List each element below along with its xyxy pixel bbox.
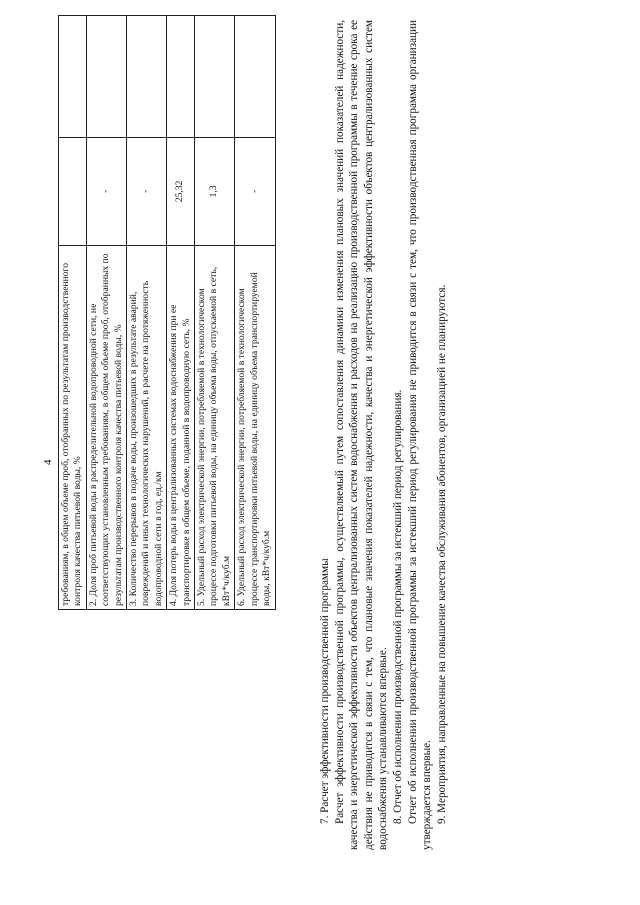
table-cell-value: 1,3 — [195, 137, 235, 245]
table-cell-extra — [86, 16, 126, 138]
table-cell-extra — [127, 16, 167, 138]
table-cell-extra — [235, 16, 275, 138]
section-heading-efficiency: 7. Расчет эффективности производственной программы — [319, 558, 331, 824]
table-row — [86, 16, 126, 610]
table-cell-value — [59, 137, 87, 245]
table-cell-name: требованиям, в общем объеме проб, отобранных по результатам производственного контроля качества питьевой воды, % — [59, 245, 87, 609]
table-cell-name: 6. Удельный расход электрической энергии, потребляемой в технологическом процессе транспортировки питьевой воды, на единицу объема транспортируемой воды, кВт*ч/куб.м — [235, 245, 275, 609]
table-cell-value: 25,32 — [167, 137, 195, 245]
table-cell-extra — [59, 16, 87, 138]
table-row — [195, 16, 235, 610]
table-cell-name: 5. Удельный расход электрической энергии, потребляемой в технологическом процессе подготовки питьевой воды, на единицу объема воды, отпускаемой в сеть, кВт*ч/куб.м — [195, 245, 235, 609]
table-cell-name: 4. Доля потерь воды в централизованных системах водоснабжения при ее транспортировке в общем объеме, поданной в водопроводную сеть, % — [167, 245, 195, 609]
section-heading-report: 8. Отчет об исполнении производственной программы за истекший период регулирования. — [391, 389, 404, 824]
body-text — [318, 20, 449, 850]
table-row — [167, 16, 195, 610]
table-row — [127, 16, 167, 610]
table-cell-extra — [195, 16, 235, 138]
table-cell-name: 3. Количество перерывов в подаче воды, произошедших в результате аварий, повреждений и иных технологических нарушений, в расчете на протяженность водопроводной сети в год, ед./км — [127, 245, 167, 609]
section-heading-measures: 9. Мероприятия, направленные на повышение качества обслуживания абонентов, организацией не планируются. — [435, 284, 448, 824]
table-row — [59, 16, 87, 610]
paragraph-report: Отчет об исполнении производственной программы за истекший период регулирования не приводится в связи с тем, что производственная программа организации утверждается впервые. — [406, 20, 434, 850]
page-number: 4 — [42, 459, 54, 465]
table-cell-value: - — [235, 137, 275, 245]
paragraph-efficiency: Расчет эффективности производственной программы, осуществляемый путем сопоставления динамики изменения плановых значений показателей надежности, качества и энергетической эффективности объектов централизованных систем водоснабжения и расходов на реализацию производственной программы в течение срока ее действия не приводится в связи с тем, что плановые значения показателей надежности, качества и энергетической эффективности объектов централизованных систем водоснабжения устанавливаются впервые. — [333, 20, 390, 850]
table-cell-value: - — [127, 137, 167, 245]
indicators-table — [58, 15, 276, 610]
table-cell-value: - — [86, 137, 126, 245]
table-row — [235, 16, 275, 610]
table-cell-extra — [167, 16, 195, 138]
table-cell-name: 2. Доля проб питьевой воды в распределительной водопроводной сети, не соответствующих установленным требованиям, в общем объеме проб, отобранных по результатам производственного контроля качества питьевой воды, % — [86, 245, 126, 609]
